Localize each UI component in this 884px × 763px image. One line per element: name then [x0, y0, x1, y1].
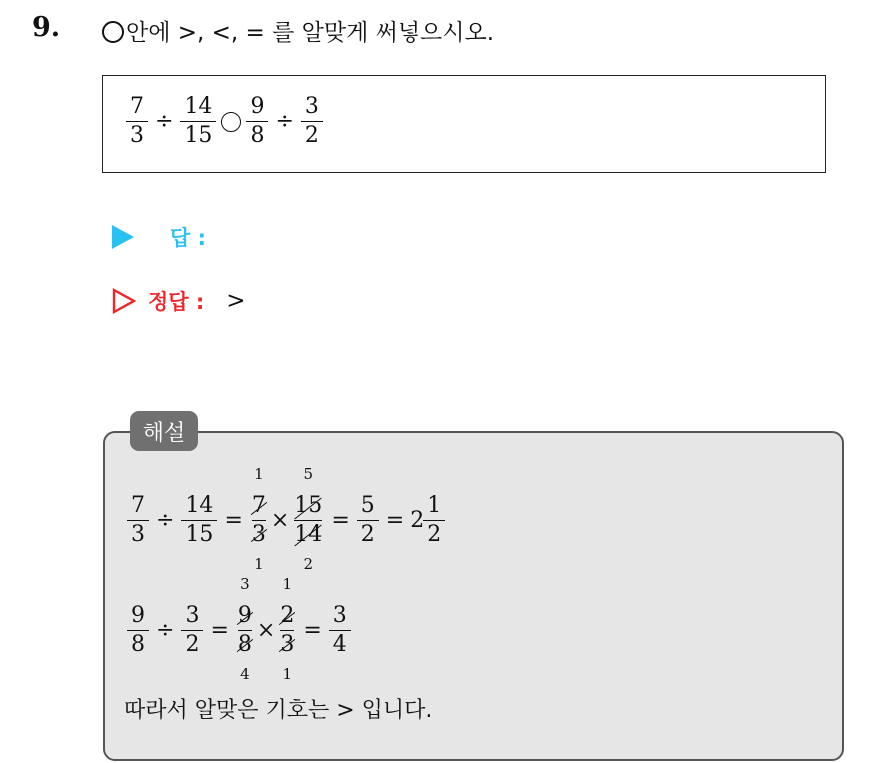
reduced-denominator: 4 — [240, 665, 250, 683]
equals-sign: = — [210, 618, 229, 643]
divide-sign: ÷ — [156, 508, 175, 533]
question-instruction — [102, 14, 494, 47]
question-number: 9. — [32, 12, 61, 43]
circle-placeholder-icon — [102, 21, 124, 43]
cancelled-fraction: 15 5 14 2 — [294, 465, 323, 573]
fraction: $\frac{5}{2}$ — [359, 495, 377, 546]
solution-tag: 해설 — [130, 411, 198, 451]
expression — [125, 96, 324, 147]
cancelled-fraction: 2 1 3 1 — [280, 575, 295, 683]
fraction: $\frac{14}{15}$ — [183, 495, 215, 546]
fraction: $\frac{3}{4}$ — [331, 605, 349, 656]
play-triangle-icon — [112, 225, 134, 249]
solution-line-2 — [126, 575, 352, 683]
reduced-numerator: 3 — [240, 575, 250, 593]
equals-sign: = — [224, 508, 243, 533]
times-sign: × — [270, 508, 290, 533]
reduced-denominator: 1 — [282, 665, 293, 683]
comparison-circle[interactable] — [221, 112, 241, 132]
divide-sign: ÷ — [275, 109, 294, 134]
outline-triangle-icon — [112, 288, 136, 314]
reduced-numerator: 5 — [303, 465, 314, 483]
fraction: $\frac{9}{8}$ — [129, 605, 147, 656]
solution-line-1 — [126, 465, 446, 573]
correct-answer-value: > — [226, 288, 246, 314]
instruction-text: 안에 >, <, = 를 알맞게 써넣으시오. — [126, 20, 495, 46]
equals-sign: = — [331, 508, 350, 533]
divide-sign: ÷ — [156, 618, 175, 643]
equals-sign: = — [303, 618, 322, 643]
fraction: $\frac{3}{2}$ — [183, 605, 201, 656]
fraction: $\frac{3}{2}$ — [303, 96, 321, 147]
divide-sign: ÷ — [155, 109, 174, 134]
reduced-denominator: 1 — [254, 555, 264, 573]
cancelled-fraction: 9 3 8 4 — [237, 575, 252, 683]
reduced-numerator: 1 — [282, 575, 293, 593]
fraction: $\frac{14}{15}$ — [182, 96, 214, 147]
correct-answer-row — [112, 286, 246, 316]
times-sign: × — [256, 618, 276, 643]
expression-box — [102, 75, 826, 173]
equals-sign: = — [385, 508, 405, 533]
cancelled-fraction: 7 1 3 1 — [251, 465, 266, 573]
reduced-denominator: 2 — [303, 555, 314, 573]
answer-row — [112, 222, 206, 252]
fraction: $\frac{7}{3}$ — [129, 495, 147, 546]
fraction: $\frac{7}{3}$ — [128, 96, 146, 147]
fraction: $\frac{9}{8}$ — [248, 96, 266, 147]
reduced-numerator: 1 — [254, 465, 264, 483]
solution-conclusion: 따라서 알맞은 기호는 > 입니다. — [124, 698, 433, 723]
correct-answer-label: 정답 : — [148, 290, 205, 314]
answer-label: 답 : — [170, 226, 206, 250]
mixed-number: 2 $\frac{1}{2}$ — [410, 495, 446, 546]
